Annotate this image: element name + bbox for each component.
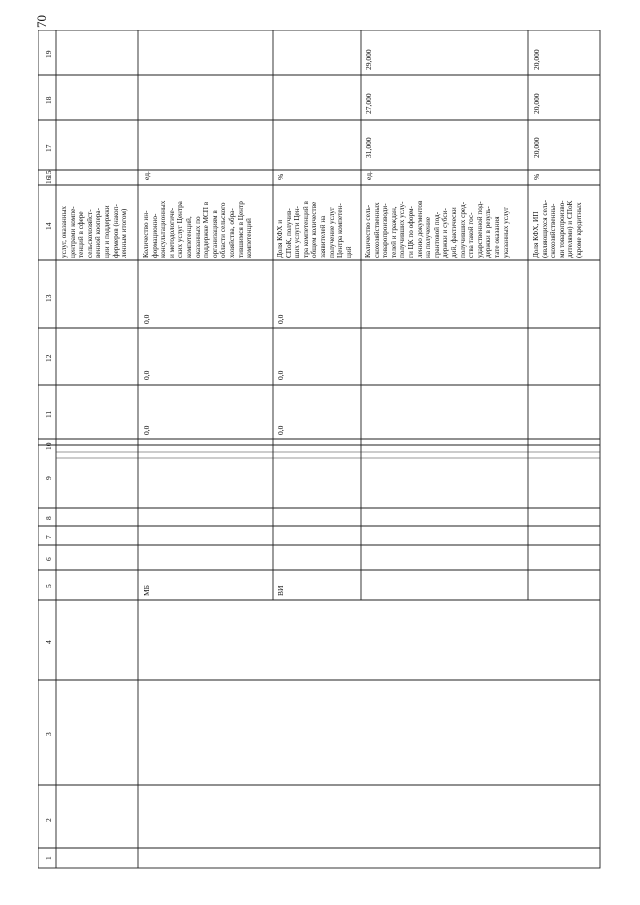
- col-header-5: 5: [44, 584, 53, 588]
- row1-unit: ед.: [142, 171, 151, 180]
- col-header-9: 9: [44, 476, 53, 480]
- row1-source: МБ: [142, 585, 151, 596]
- col-header-11: 11: [44, 410, 53, 418]
- row4-col19: 20,000: [532, 49, 541, 70]
- col-header-3: 3: [44, 732, 53, 736]
- row1-col12: 0,0: [142, 370, 151, 380]
- indicator-text-2: Доля КФХ и СПоК, получив- ших услуги Цен- тра компетенций в общем количестве заявителей на получение услуг Центра компетен- ций: [276, 201, 353, 258]
- row2-source: ВИ: [276, 585, 285, 596]
- indicator-text-1: Количество ин- формационно- консультационных и методологиче- ских услуг Центра компетенций, оказанных по поддержке МСП в организациям в области сельского хозяйства, обра- тившимся в Центр компетенций: [142, 200, 254, 258]
- row2-col12: 0,0: [276, 370, 285, 380]
- row4-col17: 20,000: [532, 137, 541, 158]
- row1-col11: 0,0: [142, 425, 151, 435]
- col-header-1: 1: [44, 856, 53, 860]
- row4-col18: 20,000: [532, 93, 541, 114]
- indicator-text-4: Доля КФХ, ИП (являющихся сель- скохозяйственны- ми товаропроизво- дителями) и СПоК (кроме кредитных: [532, 199, 583, 258]
- row3-col19: 29,000: [364, 49, 373, 70]
- col-header-13: 13: [44, 294, 53, 302]
- col-header-14: 14: [44, 222, 53, 230]
- col-header-15: 15: [44, 170, 53, 178]
- page-number: 70: [34, 15, 49, 28]
- col-header-16b: 16: [44, 176, 53, 184]
- indicator-text-top: услуг, оказанных центрами компе- тенций в сфере сельскохозяйст- венной коопера- ции и поддержки фермеров (накоп- ленным итогом): [60, 204, 129, 258]
- col-header-8: 8: [44, 516, 53, 520]
- col-header-18: 18: [44, 96, 53, 104]
- col-header-17: 17: [44, 144, 53, 152]
- row3-col18: 27,000: [364, 93, 373, 114]
- col-header-10: 10: [44, 442, 53, 450]
- col-header-6: 6: [44, 557, 53, 561]
- row2-col13: 0,0: [276, 314, 285, 324]
- col-header-12: 12: [44, 354, 53, 362]
- row2-unit: %: [276, 173, 285, 180]
- table-grid: [38, 30, 638, 870]
- rotated-table: [38, 30, 638, 870]
- row2-col11: 0,0: [276, 425, 285, 435]
- col-header-2: 2: [44, 818, 53, 822]
- col-header-7: 7: [44, 535, 53, 539]
- col-header-19: 19: [44, 50, 53, 58]
- row1-col13: 0,0: [142, 314, 151, 324]
- row4-unit: %: [532, 173, 541, 180]
- row3-unit: ед.: [364, 171, 373, 180]
- row3-col17: 31,000: [364, 137, 373, 158]
- col-header-4: 4: [44, 640, 53, 644]
- indicator-text-3: Количество сель- скохозяйственных товаропроизводи- телей и граждан, получивших услу- ги ЦК по оформ- лению документов на получение грантовой под- держки и субси- дий, фактически получивших сред- ства такой гос- ударственной под- держки в резуль- тате оказания указанных услуг: [364, 200, 510, 258]
